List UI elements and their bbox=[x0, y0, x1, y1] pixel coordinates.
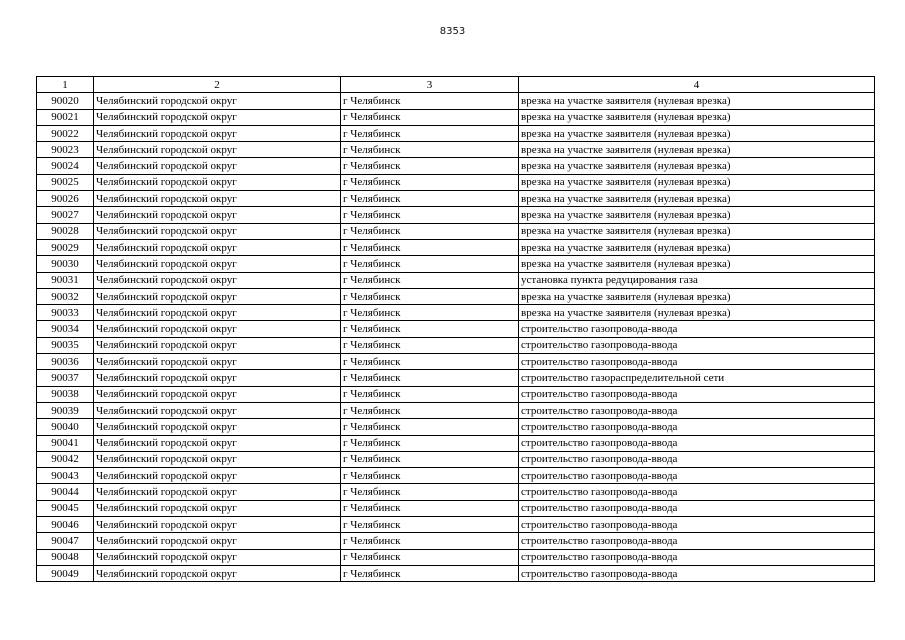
municipality-cell: Челябинский городской округ bbox=[94, 305, 341, 321]
municipality-cell: Челябинский городской округ bbox=[94, 402, 341, 418]
municipality-cell: Челябинский городской округ bbox=[94, 256, 341, 272]
table-row bbox=[37, 549, 875, 565]
work-type-cell: строительство газопровода-ввода bbox=[519, 337, 875, 353]
work-type-cell: врезка на участке заявителя (нулевая врезка) bbox=[519, 191, 875, 207]
page-number: 8353 bbox=[439, 26, 466, 37]
row-id-cell: 90039 bbox=[37, 402, 94, 418]
settlement-cell: г Челябинск bbox=[341, 256, 519, 272]
table-row bbox=[37, 565, 875, 581]
work-type-cell: строительство газопровода-ввода bbox=[519, 549, 875, 565]
work-type-cell: врезка на участке заявителя (нулевая врезка) bbox=[519, 305, 875, 321]
table-row bbox=[37, 109, 875, 125]
work-type-cell: строительство газопровода-ввода bbox=[519, 402, 875, 418]
row-id-cell: 90029 bbox=[37, 239, 94, 255]
municipality-cell: Челябинский городской округ bbox=[94, 109, 341, 125]
table-row bbox=[37, 288, 875, 304]
table-row bbox=[37, 142, 875, 158]
settlement-cell: г Челябинск bbox=[341, 451, 519, 467]
row-id-cell: 90047 bbox=[37, 533, 94, 549]
row-id-cell: 90044 bbox=[37, 484, 94, 500]
table-row bbox=[37, 272, 875, 288]
work-type-cell: врезка на участке заявителя (нулевая врезка) bbox=[519, 158, 875, 174]
settlement-cell: г Челябинск bbox=[341, 305, 519, 321]
municipality-cell: Челябинский городской округ bbox=[94, 484, 341, 500]
work-type-cell: строительство газораспределительной сети bbox=[519, 370, 875, 386]
row-id-cell: 90022 bbox=[37, 125, 94, 141]
table-row bbox=[37, 191, 875, 207]
municipality-cell: Челябинский городской округ bbox=[94, 337, 341, 353]
table-row bbox=[37, 158, 875, 174]
municipality-cell: Челябинский городской округ bbox=[94, 549, 341, 565]
settlement-cell: г Челябинск bbox=[341, 435, 519, 451]
table-row bbox=[37, 305, 875, 321]
row-id-cell: 90042 bbox=[37, 451, 94, 467]
work-type-cell: врезка на участке заявителя (нулевая врезка) bbox=[519, 125, 875, 141]
settlement-cell: г Челябинск bbox=[341, 109, 519, 125]
settlement-cell: г Челябинск bbox=[341, 533, 519, 549]
settlement-cell: г Челябинск bbox=[341, 207, 519, 223]
row-id-cell: 90027 bbox=[37, 207, 94, 223]
settlement-cell: г Челябинск bbox=[341, 142, 519, 158]
row-id-cell: 90031 bbox=[37, 272, 94, 288]
settlement-cell: г Челябинск bbox=[341, 565, 519, 581]
row-id-cell: 90049 bbox=[37, 565, 94, 581]
row-id-cell: 90034 bbox=[37, 321, 94, 337]
row-id-cell: 90036 bbox=[37, 354, 94, 370]
work-type-cell: строительство газопровода-ввода bbox=[519, 451, 875, 467]
row-id-cell: 90021 bbox=[37, 109, 94, 125]
settlement-cell: г Челябинск bbox=[341, 321, 519, 337]
row-id-cell: 90046 bbox=[37, 517, 94, 533]
row-id-cell: 90037 bbox=[37, 370, 94, 386]
row-id-cell: 90025 bbox=[37, 174, 94, 190]
settlement-cell: г Челябинск bbox=[341, 484, 519, 500]
table-row bbox=[37, 419, 875, 435]
municipality-cell: Челябинский городской округ bbox=[94, 500, 341, 516]
row-id-cell: 90043 bbox=[37, 468, 94, 484]
work-type-cell: строительство газопровода-ввода bbox=[519, 354, 875, 370]
work-type-cell: врезка на участке заявителя (нулевая врезка) bbox=[519, 207, 875, 223]
settlement-cell: г Челябинск bbox=[341, 386, 519, 402]
table-row bbox=[37, 435, 875, 451]
row-id-cell: 90020 bbox=[37, 93, 94, 109]
municipality-cell: Челябинский городской округ bbox=[94, 174, 341, 190]
row-id-cell: 90045 bbox=[37, 500, 94, 516]
row-id-cell: 90026 bbox=[37, 191, 94, 207]
settlement-cell: г Челябинск bbox=[341, 419, 519, 435]
column-header-4: 4 bbox=[519, 77, 875, 93]
settlement-cell: г Челябинск bbox=[341, 468, 519, 484]
row-id-cell: 90032 bbox=[37, 288, 94, 304]
work-type-cell: строительство газопровода-ввода bbox=[519, 517, 875, 533]
work-type-cell: врезка на участке заявителя (нулевая врезка) bbox=[519, 109, 875, 125]
work-type-cell: врезка на участке заявителя (нулевая врезка) bbox=[519, 288, 875, 304]
municipality-cell: Челябинский городской округ bbox=[94, 288, 341, 304]
settlement-cell: г Челябинск bbox=[341, 370, 519, 386]
settlement-cell: г Челябинск bbox=[341, 402, 519, 418]
work-type-cell: врезка на участке заявителя (нулевая врезка) bbox=[519, 223, 875, 239]
work-type-cell: строительство газопровода-ввода bbox=[519, 500, 875, 516]
work-type-cell: врезка на участке заявителя (нулевая врезка) bbox=[519, 256, 875, 272]
row-id-cell: 90023 bbox=[37, 142, 94, 158]
column-header-2: 2 bbox=[94, 77, 341, 93]
table-row bbox=[37, 239, 875, 255]
work-type-cell: строительство газопровода-ввода bbox=[519, 533, 875, 549]
work-type-cell: врезка на участке заявителя (нулевая врезка) bbox=[519, 239, 875, 255]
work-type-cell: строительство газопровода-ввода bbox=[519, 386, 875, 402]
table-row bbox=[37, 223, 875, 239]
municipality-cell: Челябинский городской округ bbox=[94, 93, 341, 109]
settlement-cell: г Челябинск bbox=[341, 223, 519, 239]
municipality-cell: Челябинский городской округ bbox=[94, 533, 341, 549]
table-row bbox=[37, 402, 875, 418]
table-header bbox=[37, 77, 875, 93]
table-row bbox=[37, 337, 875, 353]
column-header-1: 1 bbox=[37, 77, 94, 93]
settlement-cell: г Челябинск bbox=[341, 125, 519, 141]
settlement-cell: г Челябинск bbox=[341, 239, 519, 255]
table-row bbox=[37, 386, 875, 402]
municipality-cell: Челябинский городской округ bbox=[94, 468, 341, 484]
column-header-3: 3 bbox=[341, 77, 519, 93]
settlement-cell: г Челябинск bbox=[341, 158, 519, 174]
municipality-cell: Челябинский городской округ bbox=[94, 565, 341, 581]
settlement-cell: г Челябинск bbox=[341, 337, 519, 353]
municipality-cell: Челябинский городской округ bbox=[94, 354, 341, 370]
municipality-cell: Челябинский городской округ bbox=[94, 517, 341, 533]
row-id-cell: 90038 bbox=[37, 386, 94, 402]
header-row bbox=[37, 77, 875, 93]
work-type-cell: врезка на участке заявителя (нулевая врезка) bbox=[519, 93, 875, 109]
municipality-cell: Челябинский городской округ bbox=[94, 321, 341, 337]
table-row bbox=[37, 207, 875, 223]
work-type-cell: строительство газопровода-ввода bbox=[519, 435, 875, 451]
table-row bbox=[37, 93, 875, 109]
table-body bbox=[37, 93, 875, 582]
work-type-cell: установка пункта редуцирования газа bbox=[519, 272, 875, 288]
settlement-cell: г Челябинск bbox=[341, 517, 519, 533]
municipality-cell: Челябинский городской округ bbox=[94, 142, 341, 158]
municipality-cell: Челябинский городской округ bbox=[94, 158, 341, 174]
table-row bbox=[37, 354, 875, 370]
table-row bbox=[37, 484, 875, 500]
table-row bbox=[37, 125, 875, 141]
settlement-cell: г Челябинск bbox=[341, 500, 519, 516]
table-row bbox=[37, 174, 875, 190]
work-type-cell: строительство газопровода-ввода bbox=[519, 419, 875, 435]
settlement-cell: г Челябинск bbox=[341, 174, 519, 190]
settlement-cell: г Челябинск bbox=[341, 272, 519, 288]
row-id-cell: 90030 bbox=[37, 256, 94, 272]
municipality-cell: Челябинский городской округ bbox=[94, 435, 341, 451]
work-type-cell: строительство газопровода-ввода bbox=[519, 468, 875, 484]
work-type-cell: строительство газопровода-ввода bbox=[519, 484, 875, 500]
municipality-cell: Челябинский городской округ bbox=[94, 419, 341, 435]
settlement-cell: г Челябинск bbox=[341, 354, 519, 370]
municipality-cell: Челябинский городской округ bbox=[94, 223, 341, 239]
settlement-cell: г Челябинск bbox=[341, 93, 519, 109]
row-id-cell: 90033 bbox=[37, 305, 94, 321]
table-row bbox=[37, 451, 875, 467]
municipality-cell: Челябинский городской округ bbox=[94, 191, 341, 207]
work-type-cell: строительство газопровода-ввода bbox=[519, 321, 875, 337]
row-id-cell: 90041 bbox=[37, 435, 94, 451]
work-type-cell: врезка на участке заявителя (нулевая врезка) bbox=[519, 174, 875, 190]
work-type-cell: строительство газопровода-ввода bbox=[519, 565, 875, 581]
table-row bbox=[37, 256, 875, 272]
row-id-cell: 90040 bbox=[37, 419, 94, 435]
row-id-cell: 90024 bbox=[37, 158, 94, 174]
table-row bbox=[37, 321, 875, 337]
municipality-cell: Челябинский городской округ bbox=[94, 272, 341, 288]
table-row bbox=[37, 533, 875, 549]
table-row bbox=[37, 370, 875, 386]
municipality-cell: Челябинский городской округ bbox=[94, 125, 341, 141]
registry-table bbox=[36, 76, 875, 582]
row-id-cell: 90035 bbox=[37, 337, 94, 353]
municipality-cell: Челябинский городской округ bbox=[94, 386, 341, 402]
row-id-cell: 90048 bbox=[37, 549, 94, 565]
municipality-cell: Челябинский городской округ bbox=[94, 239, 341, 255]
table-row bbox=[37, 500, 875, 516]
work-type-cell: врезка на участке заявителя (нулевая врезка) bbox=[519, 142, 875, 158]
row-id-cell: 90028 bbox=[37, 223, 94, 239]
settlement-cell: г Челябинск bbox=[341, 549, 519, 565]
table-row bbox=[37, 468, 875, 484]
settlement-cell: г Челябинск bbox=[341, 191, 519, 207]
municipality-cell: Челябинский городской округ bbox=[94, 451, 341, 467]
settlement-cell: г Челябинск bbox=[341, 288, 519, 304]
table-row bbox=[37, 517, 875, 533]
municipality-cell: Челябинский городской округ bbox=[94, 370, 341, 386]
municipality-cell: Челябинский городской округ bbox=[94, 207, 341, 223]
